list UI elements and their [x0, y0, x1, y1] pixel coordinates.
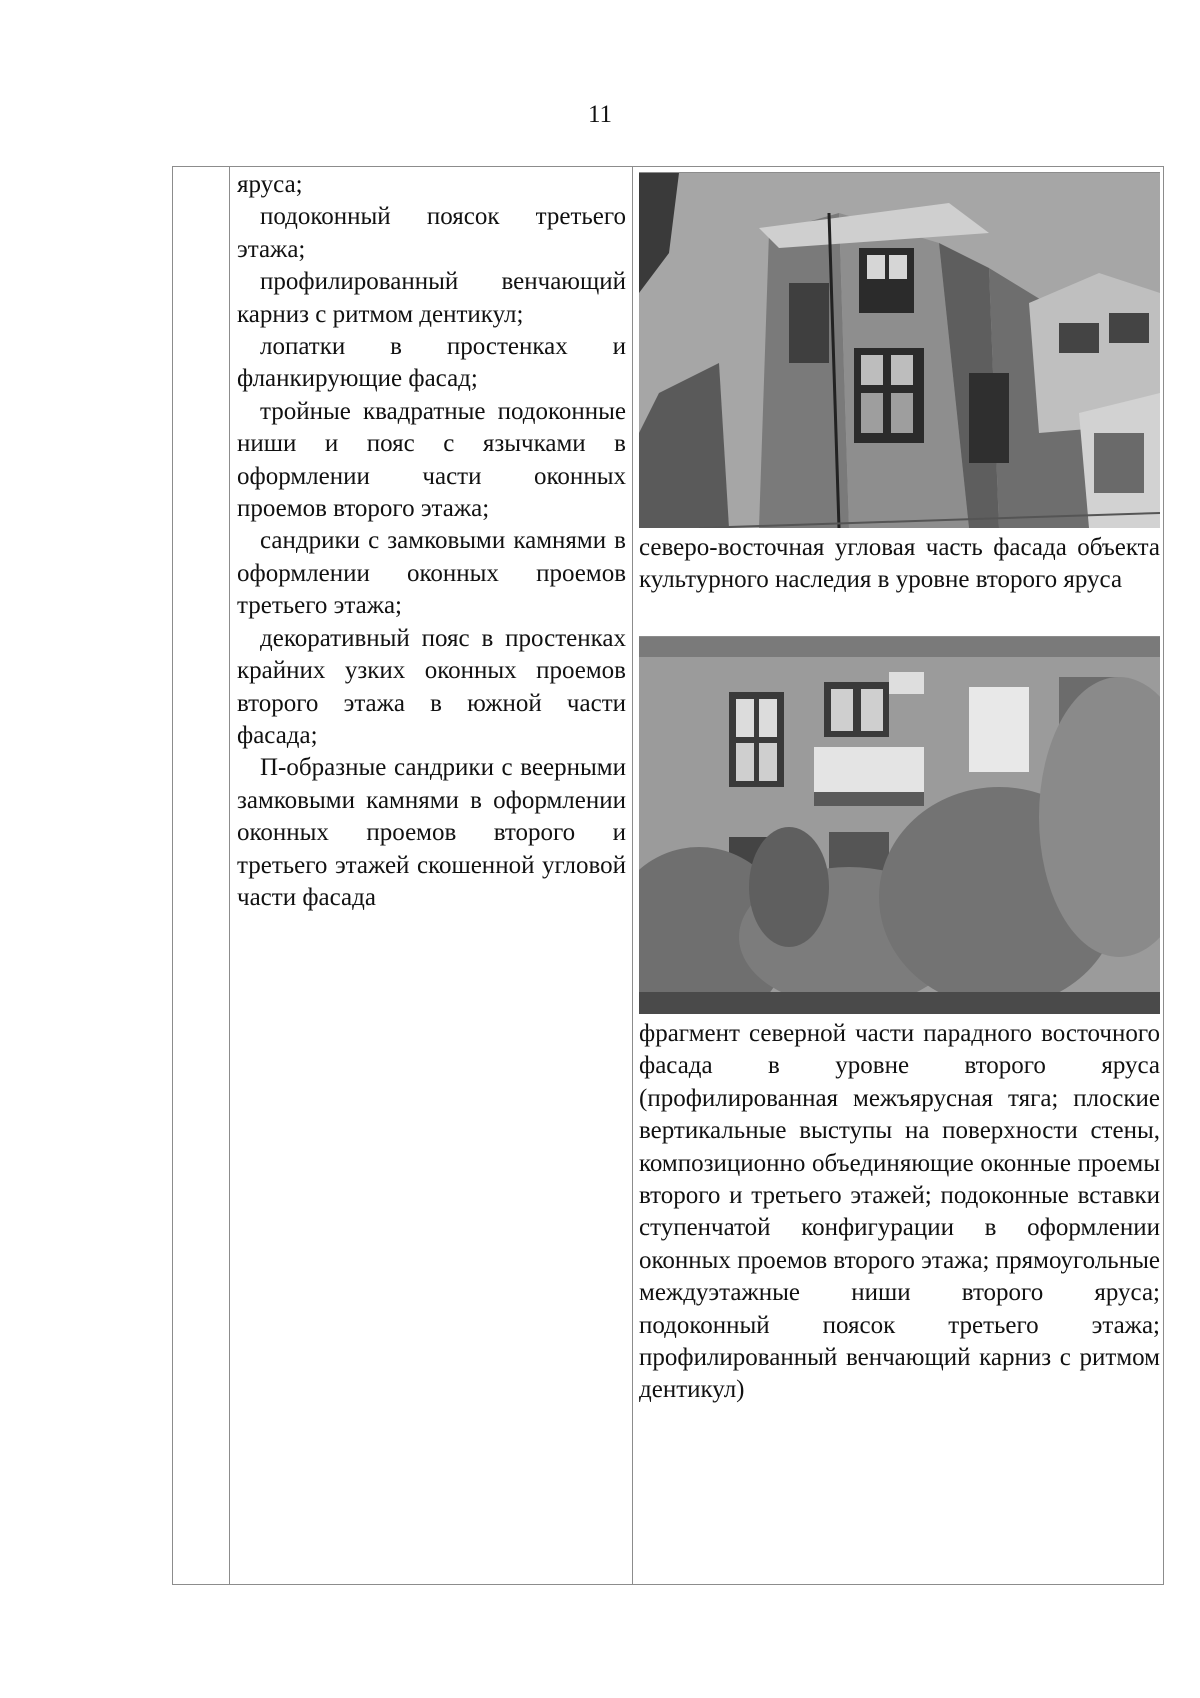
photos-cell — [639, 172, 1160, 1407]
feature-paragraph: тройные квадратные подоконные ниши и пояс с язычками в оформлении части оконных проемов второго этажа; — [237, 397, 626, 523]
building-corner-photo — [639, 172, 1160, 528]
photo-caption: северо-восточная угловая часть фасада объекта культурного наследия в уровне второго яруса — [639, 534, 1160, 594]
content-table — [172, 166, 1164, 1585]
feature-paragraph: яруса; — [237, 171, 303, 198]
feature-paragraph: П-образные сандрики с веерными замковыми камнями в оформлении оконных проемов второго и третьего этажей скошенной угловой части фасада — [237, 754, 626, 911]
feature-paragraph: декоративный пояс в простенках крайних узких оконных проемов второго этажа в южной части фасада; — [237, 624, 626, 749]
facade-fragment-illustration — [639, 637, 1160, 1014]
feature-paragraph: профилированный венчающий карниз с ритмом дентикул; — [237, 268, 626, 328]
table-divider-middle — [632, 167, 633, 1584]
feature-paragraph: сандрики с замковыми камнями в оформлении оконных проемов третьего этажа; — [237, 527, 626, 620]
feature-paragraph: подоконный поясок третьего этажа; — [237, 203, 626, 263]
page-number: 11 — [587, 101, 613, 128]
facade-fragment-photo — [639, 636, 1160, 1014]
features-text-cell — [237, 169, 626, 914]
table-divider-narrow — [229, 167, 230, 1584]
feature-paragraph: лопатки в простенках и фланкирующие фасад; — [237, 333, 626, 393]
photo-caption: фрагмент северной части парадного восточного фасада в уровне второго яруса (профилированная межъярусная тяга; плоские вертикальные выступы на поверхности стены, композиционно объединяющие оконные проемы второго и третьего этажей; подоконные вставки ступенчатой конфигурации в оформлении оконных проемов второго этажа; прямоугольные междуэтажные ниши второго яруса; подоконный поясок третьего этажа; профилированный венчающий карниз с ритмом дентикул) — [639, 1020, 1160, 1404]
building-corner-illustration — [639, 173, 1160, 528]
